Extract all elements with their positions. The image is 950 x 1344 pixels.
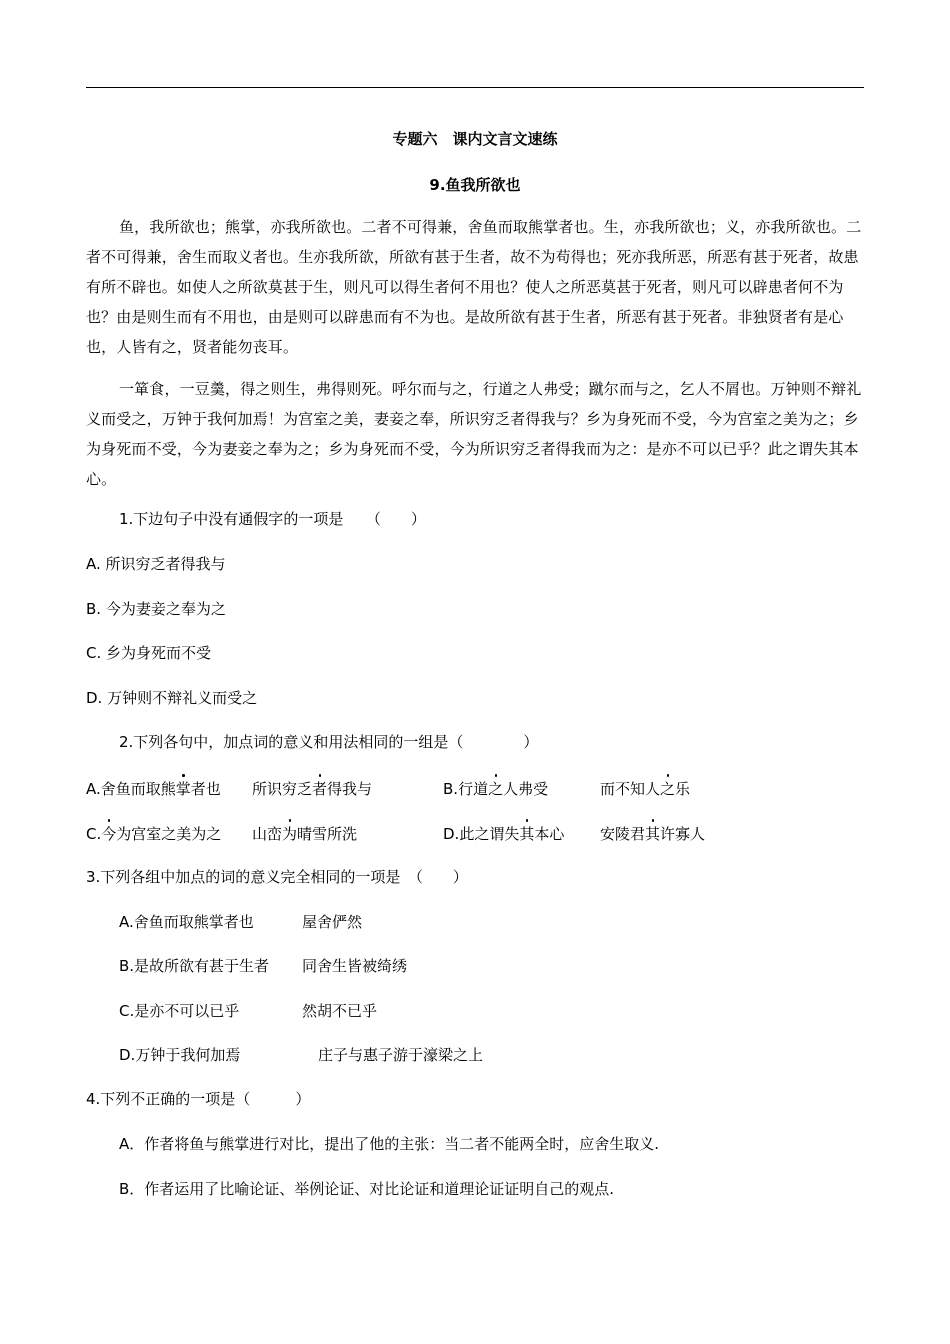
q1-option-c: C. 乡为身死而不受 — [86, 644, 212, 662]
emphasis-dot: 之 — [488, 780, 504, 798]
q4-stem: 4.下列不正确的一项是（ ） — [86, 1090, 311, 1108]
emphasis-dot: 其 — [519, 825, 535, 843]
q3-option-b-right: 同舍生皆被绮绣 — [302, 957, 408, 975]
emphasis-dot: 今 — [101, 825, 117, 843]
passage-paragraph-1: 鱼，我所欲也；熊掌，亦我所欲也。二者不可得兼，舍鱼而取熊掌者也。生，亦我所欲也；义，亦我所欲也。二者不可得兼，舍生而取义者也。生亦我所欲，所欲有甚于生者，故不为苟得也；死亦我所恶，所恶有甚于死者，故患有所不辟也。如使人之所欲莫甚于生，则凡可以得生者何不用也？使人之所恶莫甚于死者，则凡可以辟患者何不为也？由是则生而有不用也，由是则可以辟患而有不为也。是故所欲有甚于生者，所恶有甚于死者。非独贤者有是心也，人皆有之，贤者能勿丧耳。 — [86, 218, 862, 356]
emphasis-dot: 之 — [660, 780, 676, 798]
q1-option-b: B. 今为妻妾之奉为之 — [86, 600, 226, 618]
q1-option-a: A. 所识穷乏者得我与 — [86, 555, 226, 573]
header-rule — [86, 87, 864, 88]
q3-option-a-left: A.舍鱼而取熊掌者也 — [119, 913, 254, 931]
q2-stem: 2.下列各句中，加点词的意义和用法相同的一组是（ ） — [119, 733, 539, 751]
q1-stem: 1.下边句子中没有通假字的一项是 （ ） — [119, 510, 426, 528]
q3-stem: 3.下列各组中加点的词的意义完全相同的一项是 （ ） — [86, 868, 468, 886]
q3-option-d-left: D.万钟于我何加焉 — [119, 1046, 241, 1064]
q2-option-a-2: 所识穷乏者得我与 — [252, 780, 373, 798]
q3-option-a-right: 屋舍俨然 — [302, 913, 363, 931]
q3-option-b-left: B.是故所欲有甚于生者 — [119, 957, 270, 975]
topic-title: 专题六 课内文言文速练 — [392, 130, 558, 148]
q4-option-a: A．作者将鱼与熊掌进行对比，提出了他的主张：当二者不能两全时，应舍生取义. — [119, 1135, 660, 1153]
lesson-title: 9.鱼我所欲也 — [429, 176, 521, 194]
passage-paragraph-2: 一箪食，一豆羹，得之则生，弗得则死。呼尔而与之，行道之人弗受；蹴尔而与之，乞人不屑也。万钟则不辩礼义而受之，万钟于我何加焉！为宫室之美，妻妾之奉，所识穷乏者得我与？乡为身死而不受，今为宫室之美为之；乡为身死而不受，今为妻妾之奉为之；乡为身死而不受，今为所识穷乏者得我而为之：是亦不可以已乎？此之谓失其本心。 — [86, 380, 862, 488]
q2-option-d-1: D.此之谓失其本心 — [443, 825, 565, 843]
emphasis-dot: 掌 — [175, 780, 191, 798]
q3-option-d-right: 庄子与惠子游于濠梁之上 — [318, 1046, 484, 1064]
emphasis-dot: 其 — [645, 825, 661, 843]
q2-option-b-2: 而不知人之乐 — [600, 780, 691, 798]
emphasis-dot: 为 — [282, 825, 298, 843]
q2-option-c-2: 山峦为晴雪所洗 — [252, 825, 358, 843]
emphasis-dot: 者 — [312, 780, 328, 798]
q2-option-c-1: C.今为宫室之美为之 — [86, 825, 222, 843]
q4-option-b: B．作者运用了比喻论证、举例论证、对比论证和道理论证证明自己的观点. — [119, 1180, 615, 1198]
q2-option-b-1: B.行道之人弗受 — [443, 780, 549, 798]
q2-option-a-1: A.舍鱼而取熊掌者也 — [86, 780, 221, 798]
q1-option-d: D. 万钟则不辩礼义而受之 — [86, 689, 258, 707]
q3-option-c-right: 然胡不已乎 — [302, 1002, 378, 1020]
q2-option-d-2: 安陵君其许寡人 — [600, 825, 706, 843]
q3-option-c-left: C.是亦不可以已乎 — [119, 1002, 240, 1020]
